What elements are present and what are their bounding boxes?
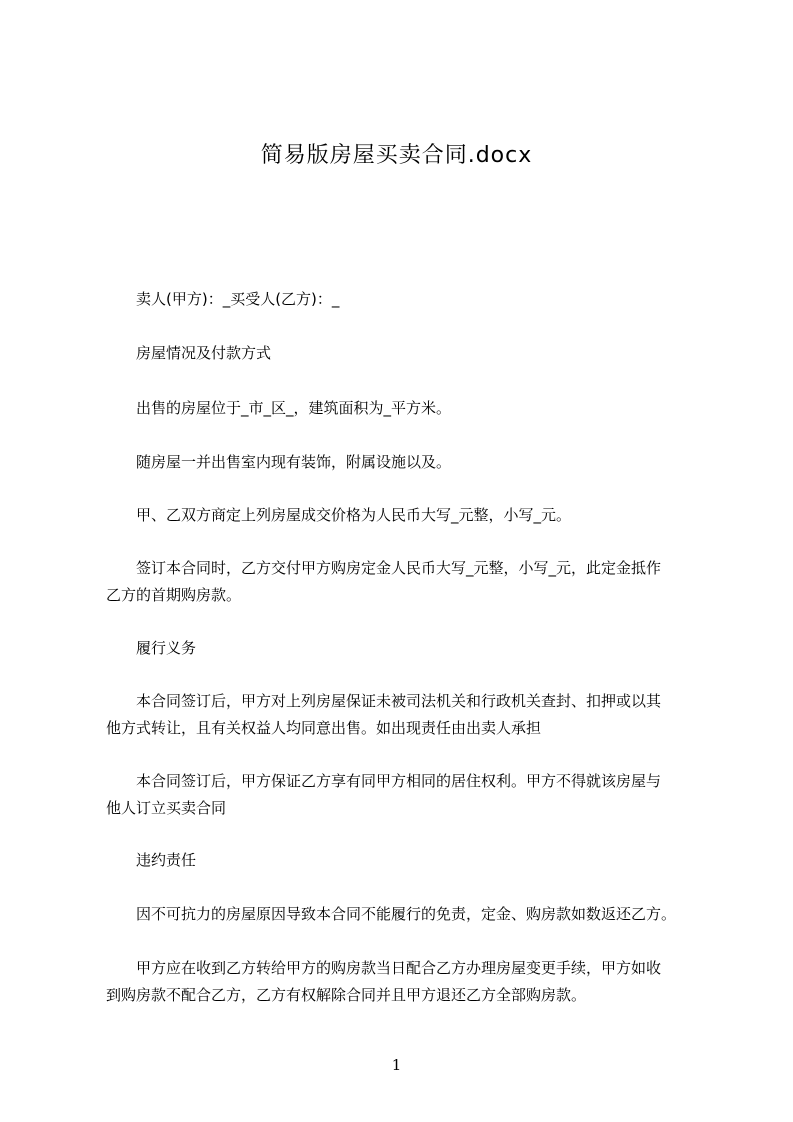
section-heading-liability: 违约责任 (136, 851, 197, 869)
paragraph-seller-guarantee-line-2: 他方式转让，且有关权益人均同意出售。如出现责任由出卖人承担 (106, 719, 542, 737)
paragraph-transfer-procedure-line-1: 甲方应在收到乙方转给甲方的购房款当日配合乙方办理房屋变更手续，甲方如收 (136, 959, 662, 977)
paragraph-force-majeure: 因不可抗力的房屋原因导致本合同不能履行的免责，定金、购房款如数返还乙方。 (136, 905, 677, 923)
paragraph-fixtures: 随房屋一并出售室内现有装饰，附属设施以及。 (136, 453, 452, 471)
paragraph-deposit (106, 555, 702, 609)
paragraph-transfer-procedure (106, 955, 702, 1009)
paragraph-transfer-procedure-line-2: 到购房款不配合乙方，乙方有权解除合同并且甲方退还乙方全部购房款。 (106, 986, 587, 1004)
page-number: 1 (391, 1056, 402, 1074)
paragraph-parties: 卖人(甲方)：_买受人(乙方)：_ (136, 290, 340, 308)
paragraph-deposit-line-1: 签订本合同时，乙方交付甲方购房定金人民币大写_元整，小写_元，此定金抵作 (136, 559, 662, 577)
paragraph-residence-rights-line-2: 他人订立买卖合同 (106, 799, 227, 817)
paragraph-residence-rights-line-1: 本合同签订后，甲方保证乙方享有同甲方相同的居住权利。甲方不得就该房屋与 (136, 772, 662, 790)
paragraph-property-location: 出售的房屋位于_市_区_，建筑面积为_平方米。 (136, 399, 452, 417)
paragraph-deposit-line-2: 乙方的首期购房款。 (106, 586, 242, 604)
paragraph-seller-guarantee (106, 688, 702, 742)
section-heading-obligations: 履行义务 (136, 639, 197, 657)
document-title: 简易版房屋买卖合同.docx (260, 143, 533, 168)
paragraph-price: 甲、乙双方商定上列房屋成交价格为人民币大写_元整，小写_元。 (136, 506, 572, 524)
paragraph-residence-rights (106, 768, 702, 822)
section-heading-property-payment: 房屋情况及付款方式 (136, 344, 272, 362)
paragraph-seller-guarantee-line-1: 本合同签订后，甲方对上列房屋保证未被司法机关和行政机关查封、扣押或以其 (136, 692, 662, 710)
